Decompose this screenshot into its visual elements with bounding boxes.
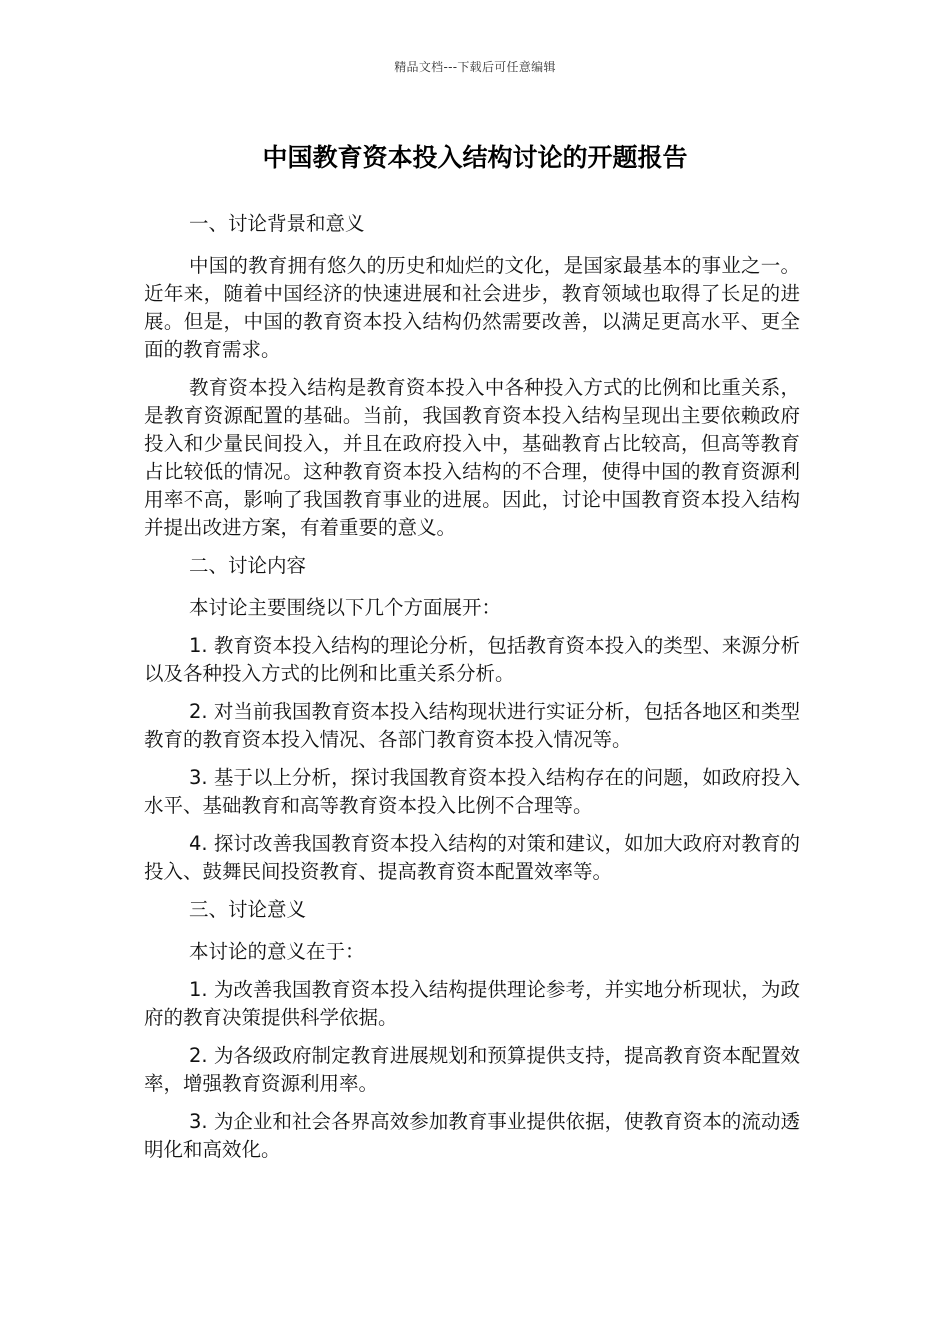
list-item-significance-2: 2. 为各级政府制定教育进展规划和预算提供支持，提高教育资本配置效率，增强教育资源利用率。: [144, 1044, 800, 1095]
list-item-significance-1: 1. 为改善我国教育资本投入结构提供理论参考，并实地分析现状，为政府的教育决策提供科学依据。: [144, 978, 800, 1029]
section-heading-content: 二、讨论内容: [189, 554, 307, 577]
section-heading-background: 一、讨论背景和意义: [189, 212, 365, 235]
list-item-significance-3: 3. 为企业和社会各界高效参加教育事业提供依据，使教育资本的流动透明化和高效化。: [144, 1110, 800, 1161]
document-title: 中国教育资本投入结构讨论的开题报告: [262, 143, 688, 172]
list-item-content-3: 3. 基于以上分析，探讨我国教育资本投入结构存在的问题，如政府投入水平、基础教育和高等教育资本投入比例不合理等。: [144, 766, 800, 817]
paragraph-background-2: 教育资本投入结构是教育资本投入中各种投入方式的比例和比重关系，是教育资源配置的基础。当前，我国教育资本投入结构呈现出主要依赖政府投入和少量民间投入，并且在政府投入中，基础教育占比较高，但高等教育占比较低的情况。这种教育资本投入结构的不合理，使得中国的教育资源利用率不高，影响了我国教育事业的进展。因此，讨论中国教育资本投入结构并提出改进方案，有着重要的意义。: [144, 376, 800, 539]
paragraph-background-1: 中国的教育拥有悠久的历史和灿烂的文化，是国家最基本的事业之一。近年来，随着中国经济的快速进展和社会进步，教育领域也取得了长足的进展。但是，中国的教育资本投入结构仍然需要改善，以满足更高水平、更全面的教育需求。: [144, 254, 800, 361]
paragraph-significance-intro: 本讨论的意义在于：: [189, 940, 365, 963]
list-item-content-2: 2. 对当前我国教育资本投入结构现状进行实证分析，包括各地区和类型教育的教育资本投入情况、各部门教育资本投入情况等。: [144, 700, 800, 751]
header-note: 精品文档---下载后可任意编辑: [394, 60, 556, 74]
paragraph-content-intro: 本讨论主要围绕以下几个方面展开：: [189, 596, 502, 619]
section-heading-significance: 三、讨论意义: [189, 898, 307, 921]
list-item-content-1: 1. 教育资本投入结构的理论分析，包括教育资本投入的类型、来源分析以及各种投入方式的比例和比重关系分析。: [144, 634, 800, 685]
document-body: [144, 210, 800, 1174]
list-item-content-4: 4. 探讨改善我国教育资本投入结构的对策和建议，如加大政府对教育的投入、鼓舞民间投资教育、提高教育资本配置效率等。: [144, 832, 800, 883]
